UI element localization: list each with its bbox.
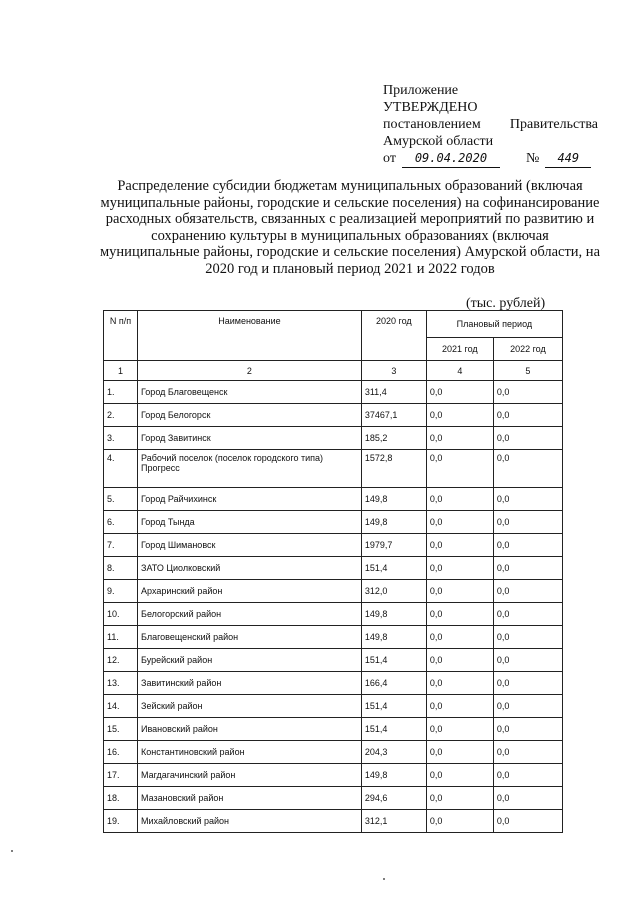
row-name: Белогорский район <box>138 603 362 626</box>
table-row <box>104 450 563 488</box>
government-word: Правительства <box>509 117 598 132</box>
value-2022: 0,0 <box>493 649 562 672</box>
colnum-4: 4 <box>426 361 493 381</box>
value-2022: 0,0 <box>493 427 562 450</box>
value-2020: 149,8 <box>361 511 426 534</box>
row-name: Константиновский район <box>138 741 362 764</box>
header-name: Наименование <box>138 311 362 361</box>
value-2021: 0,0 <box>426 626 493 649</box>
approval-block <box>383 82 598 168</box>
header-2020: 2020 год <box>361 311 426 361</box>
row-name: Ивановский район <box>138 718 362 741</box>
colnum-1: 1 <box>104 361 138 381</box>
region-label: Амурской области <box>383 134 494 149</box>
row-number: 15. <box>104 718 138 741</box>
value-2022: 0,0 <box>493 672 562 695</box>
value-2020: 185,2 <box>361 427 426 450</box>
value-2022: 0,0 <box>493 603 562 626</box>
row-name: Бурейский район <box>138 649 362 672</box>
row-number: 18. <box>104 787 138 810</box>
value-2020: 1572,8 <box>361 450 426 488</box>
row-name: Благовещенский район <box>138 626 362 649</box>
value-2022: 0,0 <box>493 450 562 488</box>
value-2020: 149,8 <box>361 603 426 626</box>
table-row <box>104 810 563 833</box>
row-name: Михайловский район <box>138 810 362 833</box>
table-row <box>104 741 563 764</box>
handwritten-number: 449 <box>545 150 591 168</box>
header-2022: 2022 год <box>493 338 562 361</box>
value-2020: 149,8 <box>361 764 426 787</box>
resolution-line <box>383 116 598 133</box>
date-number-line <box>383 150 598 168</box>
value-2022: 0,0 <box>493 580 562 603</box>
row-number: 10. <box>104 603 138 626</box>
number-sign: № <box>525 151 540 166</box>
document-title: Распределение субсидии бюджетам муниципальных образований (включая муниципальные районы, городские и сельские поселения) на софинансирование расходных обязательств, связанных с реализацией мероприятий по развитию и сохранению культуры в муниципальных образованиях (включая муниципальные районы, городские и сельские поселения) Амурской области, на 2020 год и плановый период 2021 и 2022 годов <box>100 178 601 277</box>
approved-label: УТВЕРЖДЕНО <box>383 100 478 115</box>
subsidy-table <box>103 310 563 833</box>
value-2021: 0,0 <box>426 649 493 672</box>
row-number: 4. <box>104 450 138 488</box>
colnum-5: 5 <box>493 361 562 381</box>
header-2021: 2021 год <box>426 338 493 361</box>
table-row <box>104 649 563 672</box>
table-row <box>104 427 563 450</box>
table-row <box>104 718 563 741</box>
table-row <box>104 534 563 557</box>
row-number: 16. <box>104 741 138 764</box>
value-2021: 0,0 <box>426 603 493 626</box>
value-2021: 0,0 <box>426 427 493 450</box>
table-row <box>104 695 563 718</box>
value-2020: 204,3 <box>361 741 426 764</box>
row-name: Город Райчихинск <box>138 488 362 511</box>
value-2022: 0,0 <box>493 741 562 764</box>
table-row <box>104 787 563 810</box>
table-row <box>104 511 563 534</box>
row-name: Зейский район <box>138 695 362 718</box>
value-2020: 151,4 <box>361 718 426 741</box>
row-name: Город Шимановск <box>138 534 362 557</box>
value-2022: 0,0 <box>493 626 562 649</box>
row-number: 13. <box>104 672 138 695</box>
value-2020: 37467,1 <box>361 404 426 427</box>
row-number: 14. <box>104 695 138 718</box>
resolution-word: постановлением <box>383 117 481 132</box>
row-name: Город Благовещенск <box>138 381 362 404</box>
row-name: Рабочий поселок (поселок городского типа) Прогресс <box>138 450 362 488</box>
value-2021: 0,0 <box>426 764 493 787</box>
row-number: 8. <box>104 557 138 580</box>
value-2021: 0,0 <box>426 557 493 580</box>
row-name: Завитинский район <box>138 672 362 695</box>
table-row <box>104 580 563 603</box>
value-2020: 151,4 <box>361 649 426 672</box>
value-2021: 0,0 <box>426 810 493 833</box>
value-2020: 149,8 <box>361 626 426 649</box>
value-2022: 0,0 <box>493 534 562 557</box>
header-planned-period: Плановый период <box>426 311 562 338</box>
value-2021: 0,0 <box>426 787 493 810</box>
scan-speck <box>11 850 13 852</box>
row-number: 11. <box>104 626 138 649</box>
from-label: от <box>383 151 396 166</box>
colnum-3: 3 <box>361 361 426 381</box>
value-2021: 0,0 <box>426 511 493 534</box>
value-2021: 0,0 <box>426 534 493 557</box>
value-2022: 0,0 <box>493 557 562 580</box>
value-2022: 0,0 <box>493 488 562 511</box>
value-2021: 0,0 <box>426 695 493 718</box>
units-label: (тыс. рублей) <box>466 296 546 311</box>
handwritten-date: 09.04.2020 <box>402 150 500 168</box>
row-number: 17. <box>104 764 138 787</box>
table-row <box>104 404 563 427</box>
row-number: 19. <box>104 810 138 833</box>
value-2022: 0,0 <box>493 764 562 787</box>
value-2021: 0,0 <box>426 718 493 741</box>
table-row <box>104 626 563 649</box>
value-2020: 294,6 <box>361 787 426 810</box>
row-name: Город Завитинск <box>138 427 362 450</box>
value-2022: 0,0 <box>493 718 562 741</box>
row-number: 6. <box>104 511 138 534</box>
table-row <box>104 488 563 511</box>
table-row <box>104 764 563 787</box>
value-2021: 0,0 <box>426 381 493 404</box>
row-number: 7. <box>104 534 138 557</box>
row-name: Магдагачинский район <box>138 764 362 787</box>
value-2020: 149,8 <box>361 488 426 511</box>
table-row <box>104 557 563 580</box>
value-2021: 0,0 <box>426 450 493 488</box>
value-2020: 151,4 <box>361 557 426 580</box>
value-2020: 1979,7 <box>361 534 426 557</box>
value-2021: 0,0 <box>426 580 493 603</box>
value-2020: 311,4 <box>361 381 426 404</box>
row-number: 2. <box>104 404 138 427</box>
row-name: ЗАТО Циолковский <box>138 557 362 580</box>
row-name: Город Тында <box>138 511 362 534</box>
table-row <box>104 603 563 626</box>
value-2021: 0,0 <box>426 404 493 427</box>
value-2022: 0,0 <box>493 810 562 833</box>
value-2021: 0,0 <box>426 488 493 511</box>
value-2022: 0,0 <box>493 787 562 810</box>
value-2020: 312,1 <box>361 810 426 833</box>
table-row <box>104 381 563 404</box>
table-row <box>104 672 563 695</box>
row-number: 1. <box>104 381 138 404</box>
value-2020: 166,4 <box>361 672 426 695</box>
value-2022: 0,0 <box>493 511 562 534</box>
value-2022: 0,0 <box>493 381 562 404</box>
value-2020: 151,4 <box>361 695 426 718</box>
value-2022: 0,0 <box>493 404 562 427</box>
value-2022: 0,0 <box>493 695 562 718</box>
table-body <box>104 381 563 833</box>
table-header-row <box>104 311 563 338</box>
column-number-row <box>104 361 563 381</box>
colnum-2: 2 <box>138 361 362 381</box>
header-num: N п/п <box>104 311 138 361</box>
row-number: 9. <box>104 580 138 603</box>
row-number: 12. <box>104 649 138 672</box>
value-2021: 0,0 <box>426 741 493 764</box>
appendix-label: Приложение <box>383 83 459 98</box>
row-name: Архаринский район <box>138 580 362 603</box>
row-number: 3. <box>104 427 138 450</box>
value-2021: 0,0 <box>426 672 493 695</box>
row-name: Город Белогорск <box>138 404 362 427</box>
scan-speck <box>383 878 385 880</box>
row-number: 5. <box>104 488 138 511</box>
value-2020: 312,0 <box>361 580 426 603</box>
row-name: Мазановский район <box>138 787 362 810</box>
